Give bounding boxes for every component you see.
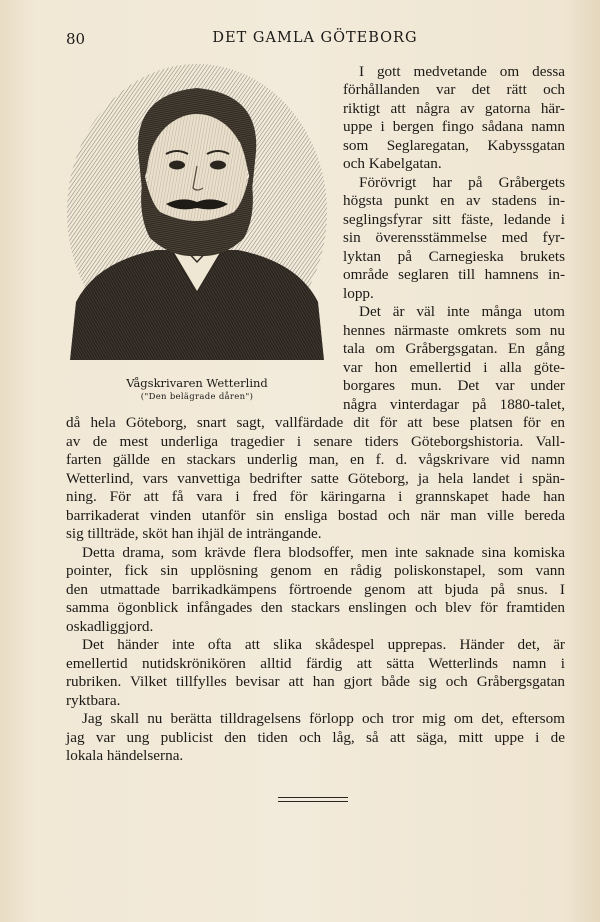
section-rule-bottom — [278, 801, 348, 802]
text-line: jag var ung publicist den tiden och låg, så att säga, mitt uppe i de — [66, 729, 565, 746]
text-line: var hon emellertid i alla göte- — [343, 359, 565, 376]
text-line: seglingsfyrar sitt fäste, ledande i — [343, 211, 565, 228]
text-line: samma ögonblick infångades den stackars enslingen och blev för framtiden — [66, 599, 565, 616]
text-line: Jag skall nu berätta tilldragelsens förlopp och tror mig om det, eftersom — [82, 710, 565, 727]
page-header — [66, 30, 564, 52]
text-line: Det är väl inte många utom — [359, 303, 565, 320]
text-line: den utmattade barrikadkämpens förtroende genom att bjuda på snus. I — [66, 581, 565, 598]
text-line: barrikaderat vinden utanför sin ensliga bostad och när man ville bereda — [66, 507, 565, 524]
text-line: av de mest underliga tragedier i senare tiders Göteborgshistoria. Vall- — [66, 433, 565, 450]
text-line: Det händer inte ofta att slika skådespel upprepas. Händer det, är — [82, 636, 565, 653]
text-line: Detta drama, som krävde flera blodsoffer, men inte saknade sina komiska — [82, 544, 565, 561]
figure-caption-epithet: ("Den belägrade dåren") — [140, 392, 254, 402]
text-line: och Kabelgatan. — [343, 155, 442, 172]
text-line: Förövrigt har på Gråbergets — [359, 174, 565, 191]
text-line: uppe i bergen fingo sådana namn — [343, 118, 565, 135]
section-rule-top — [278, 797, 348, 798]
text-line: I gott medvetande om dessa — [359, 63, 565, 80]
portrait-engraving — [66, 62, 328, 360]
text-line: lyktan på Carnegieska brukets — [343, 248, 565, 265]
text-line: hennes närmaste omkrets som nu — [343, 322, 565, 339]
text-line: sin överensstämmelse med fyr- — [343, 229, 565, 246]
running-head: DET GAMLA GÖTEBORG — [212, 30, 418, 46]
text-line: rubriken. Vilket tillfylles bevisar att han gjort både sig och Gråbergsgatan — [66, 673, 565, 690]
text-line: högsta punkt en av stadens in- — [343, 192, 565, 209]
page-number: 80 — [66, 30, 86, 48]
text-line: då hela Göteborg, snart sagt, vallfärdade dit för att bese platsen för en — [66, 414, 565, 431]
text-line: lopp. — [343, 285, 374, 302]
text-line: som Seglaregatan, Kabyssgatan — [343, 137, 565, 154]
text-line: ryktbara. — [66, 692, 121, 709]
text-line: tala om Gråbergsgatan. En gång — [343, 340, 565, 357]
text-line: Wetterlind, vars vanvettiga bedrifter satte Göteborg, ja hela landet i spän- — [66, 470, 565, 487]
text-line: sig tillträde, sköt han ihjäl de inträngande. — [66, 525, 322, 542]
text-line: emellertid nutidskrönikören alltid färdig att sätta Wetterlinds namn i — [66, 655, 565, 672]
figure-caption: Vågskrivaren Wetterlind — [126, 376, 268, 390]
text-line: oskadliggjord. — [66, 618, 154, 635]
text-line: område seglaren till hamnens in- — [343, 266, 565, 283]
text-line: några vinterdagar på 1880-talet, — [343, 396, 565, 413]
text-line: förhållanden var det rätt och — [343, 81, 565, 98]
text-line: pointer, fick sin upplösning genom en rådig poliskonstapel, som vann — [66, 562, 565, 579]
text-line: riktigt att några av gatorna här- — [343, 100, 565, 117]
text-line: borgares mun. Det var under — [343, 377, 565, 394]
text-line: lokala händelserna. — [66, 747, 184, 764]
text-line: farten gällde en stackars underlig man, en f. d. vågskrivare vid namn — [66, 451, 565, 468]
text-line: ning. För att få vara i fred för käringarna i grannskapet hade han — [66, 488, 565, 505]
